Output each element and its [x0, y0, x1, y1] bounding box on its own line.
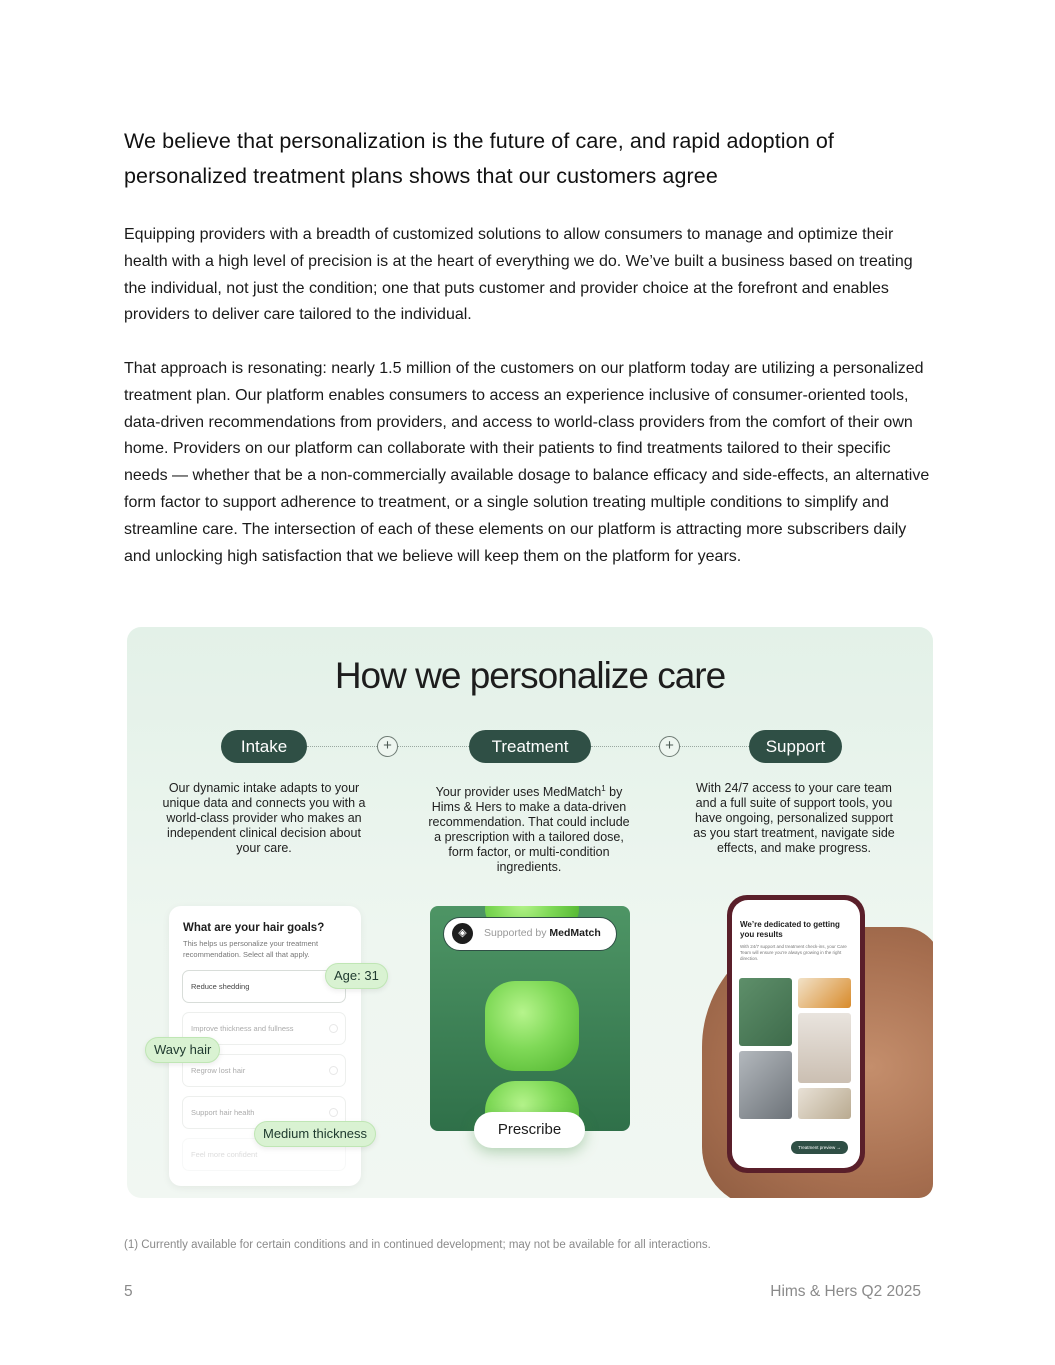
question-subtitle: This helps us personalize your treatment recommendation. Select all that apply.: [183, 939, 319, 959]
option-reduce-shedding[interactable]: Reduce shedding: [182, 970, 346, 1003]
prescribe-button[interactable]: Prescribe: [474, 1112, 585, 1148]
phone-mockup: [727, 895, 865, 1173]
page-number: 5: [124, 1283, 133, 1300]
photo-tile: [798, 978, 851, 1008]
support-screen-subtitle: With 24/7 support and treatment check-ins, your Care Team will ensure you’re always growing in the right direction.: [740, 944, 847, 961]
connector-line: [307, 746, 379, 747]
support-description: With 24/7 access to your care team and a full suite of support tools, you have ongoing, personalized support as you start treatment, navigate side effects, and make progress.: [693, 781, 895, 855]
thickness-chip: Medium thickness: [254, 1121, 376, 1147]
medmatch-logo-icon: ◈: [452, 923, 473, 944]
treatment-card: [430, 906, 630, 1131]
footnote: (1) Currently available for certain conditions and in continued development; may not be available for all interactions.: [124, 1239, 711, 1251]
treatment-preview-button[interactable]: Treatment preview →: [791, 1141, 848, 1154]
checkbox-icon: [329, 1108, 338, 1117]
body-paragraph: Equipping providers with a breadth of customized solutions to allow consumers to manage and optimize their health with a high level of precision is at the heart of everything we do. We’ve built a business based on treating the individual, not just the condition; one that puts customer and provider choice at the forefront and enables providers to deliver care tailored to the individual.: [124, 226, 913, 324]
checkbox-icon: [329, 1024, 338, 1033]
photo-tile: [739, 1051, 792, 1119]
step-support-pill: Support: [749, 730, 842, 763]
phone-screen: [732, 900, 860, 1168]
checkbox-icon: [329, 1066, 338, 1075]
option-regrow-hair[interactable]: Regrow lost hair: [182, 1054, 346, 1087]
footer-brand: Hims & Hers Q2 2025: [770, 1283, 921, 1300]
option-feel-confident[interactable]: Feel more confident: [182, 1138, 346, 1171]
connector-line: [398, 746, 469, 747]
plus-icon: +: [377, 736, 398, 757]
infographic-title: How we personalize care: [334, 655, 726, 696]
photo-tile: [798, 1088, 851, 1119]
intake-description: Our dynamic intake adapts to your unique data and connects you with a world-class provider who makes an independent clinical decision about your care.: [162, 781, 366, 855]
supported-by-badge: ◈ Supported by MedMatch: [443, 917, 617, 951]
pill-image: [485, 981, 579, 1071]
option-support-hair-health[interactable]: Support hair health: [182, 1096, 346, 1129]
hair-type-chip: Wavy hair: [145, 1037, 220, 1063]
treatment-description: Your provider uses MedMatch$^1$ by Hims & Hers to make a data-driven recommendation. That could include a prescription with a tailored dose, form factor, or multi-condition ingredients.: [428, 784, 630, 875]
support-screen-title: We’re dedicated to getting you results: [740, 920, 840, 939]
step-treatment-pill: Treatment: [469, 730, 591, 763]
plus-icon: +: [659, 736, 680, 757]
connector-line: [591, 746, 659, 747]
step-intake-pill: Intake: [221, 730, 307, 763]
photo-tile: [798, 1013, 851, 1083]
photo-tile: [739, 978, 792, 1046]
connector-line: [680, 746, 749, 747]
age-chip: Age: 31: [325, 963, 388, 989]
question-title: What are your hair goals?: [183, 922, 325, 934]
option-improve-thickness[interactable]: Improve thickness and fullness: [182, 1012, 346, 1045]
body-paragraph: That approach is resonating: nearly 1.5 million of the customers on our platform today are utilizing a personalized treatment plan. Our platform enables consumers to access an experience inclusive of consumer-oriented tools, data-driven recommendations from providers, and access to world-class providers from the comfort of their own home. Providers on our platform can collaborate with their patients to find treatments tailored to their specific needs — whether that be a non-commercially available dosage to balance efficacy and side-effects, an alternative form factor to support adherence to treatment, or a single solution treating multiple conditions to simplify and streamline care. The intersection of each of these elements on our platform is attracting more subscribers daily and unlocking high satisfaction that we believe will keep them on the platform for years.: [124, 360, 930, 565]
section-heading: We believe that personalization is the future of care, and rapid adoption of personalized treatment plans shows that our customers agree: [124, 129, 834, 188]
personalize-care-infographic: [127, 627, 933, 1198]
